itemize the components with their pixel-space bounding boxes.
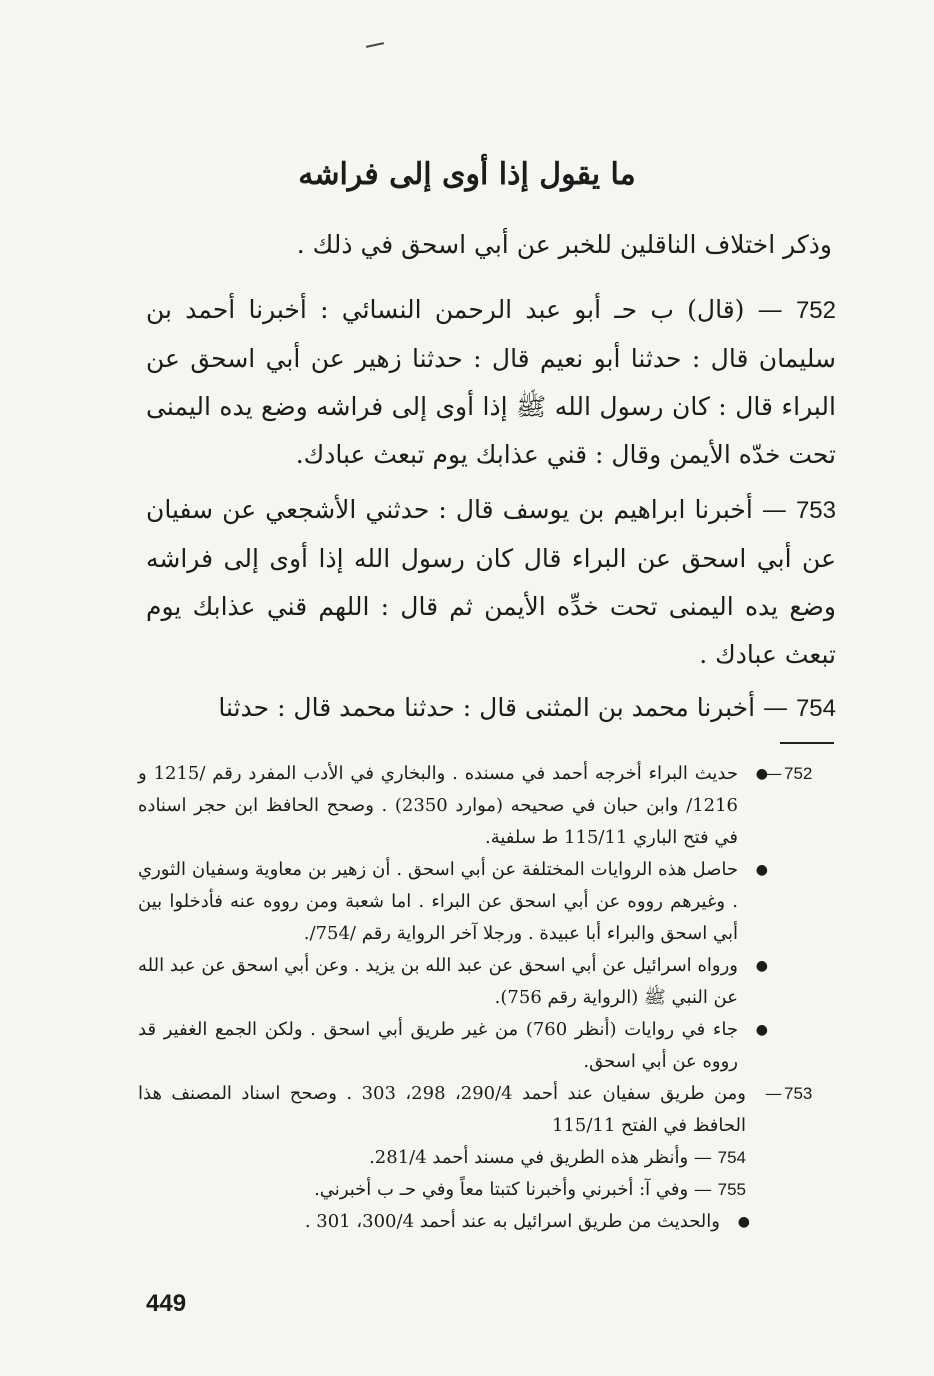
page-number: 449 bbox=[146, 1290, 187, 1317]
bullet-icon: ● bbox=[755, 862, 768, 878]
footnote-754 bbox=[138, 1142, 838, 1174]
footnote-dash: — bbox=[693, 1147, 712, 1168]
footnote-note bbox=[138, 854, 768, 950]
hadith-752 bbox=[146, 286, 836, 479]
hadith-number: 753 bbox=[795, 497, 836, 524]
hadith-text: أخبرنا ابراهيم بن يوسف قال : حدثني الأشجعي عن سفيان عن أبي اسحق عن البراء قال كان رسول الله إذا أوى إلى فراشه وضع يده اليمنى تحت خدِّه الأيمن ثم قال : اللهم قني عذابك يوم تبعث عبادك . bbox=[146, 495, 836, 669]
footnote-number: 753 bbox=[784, 1084, 813, 1103]
hadith-number: 754 bbox=[795, 695, 836, 722]
bullet-icon: ● bbox=[755, 1022, 768, 1038]
hadith-text: (قال) ب حـ أبو عبد الرحمن النسائي : أخبرنا أحمد بن سليمان قال : حدثنا أبو نعيم قال : حدثنا زهير عن أبي اسحق عن البراء قال : كان رسول الله ﷺ إذا أوى إلى فراشه وضع يده اليمنى تحت خدّه الأيمن وقال : قني عذابك يوم تبعث عبادك. bbox=[146, 295, 836, 469]
footnote-dash: — bbox=[765, 1084, 782, 1104]
footnote-text: والحديث من طريق اسرائيل به عند أحمد 300/4، 301 . bbox=[304, 1211, 720, 1232]
footnote-dash: — bbox=[693, 1179, 712, 1200]
footnote-text: ومن طريق سفيان عند أحمد 290/4، 298، 303 . وصحح اسناد المصنف هذا الحافظ في الفتح 115/11 bbox=[138, 1083, 746, 1136]
footnotes bbox=[138, 758, 838, 1238]
footnote-note bbox=[138, 758, 768, 854]
footnote-752 bbox=[138, 758, 838, 1078]
footnote-number: 752 bbox=[784, 764, 813, 783]
footnote-number: 755 bbox=[717, 1180, 746, 1199]
hadith-dash: — bbox=[761, 495, 787, 524]
bullet-icon: ● bbox=[755, 958, 768, 974]
footnote-line bbox=[138, 1174, 746, 1206]
ink-mark bbox=[366, 42, 384, 48]
footnote-text: جاء في روايات (أنظر 760) من غير طريق أبي اسحق . ولكن الجمع الغفير قد رووه عن أبي اسحق. bbox=[138, 1019, 738, 1072]
footnote-number: 754 bbox=[717, 1148, 746, 1167]
hadith-dash: — bbox=[763, 693, 788, 722]
footnote-note bbox=[138, 950, 768, 1014]
bullet-icon: ● bbox=[755, 766, 768, 782]
hadith-text: أخبرنا محمد بن المثنى قال : حدثنا محمد قال : حدثنا bbox=[218, 693, 756, 722]
footnote-line bbox=[138, 1142, 746, 1174]
footnote-separator bbox=[780, 742, 834, 744]
chapter-subtitle: وذكر اختلاف الناقلين للخبر عن أبي اسحق في ذلك . bbox=[296, 230, 832, 259]
hadith-dash: — bbox=[757, 295, 783, 324]
footnote-755 bbox=[138, 1174, 838, 1238]
footnote-text: وأنظر هذه الطريق في مسند أحمد 281/4. bbox=[369, 1147, 689, 1168]
footnote-text: وفي آ: أخبرني وأخبرنا كتبتا معاً وفي حـ ب أخبرني. bbox=[314, 1179, 689, 1200]
hadith-754 bbox=[146, 684, 836, 733]
bullet-icon: ● bbox=[737, 1214, 750, 1230]
hadith-number: 752 bbox=[795, 297, 836, 324]
footnote-text: ورواه اسرائيل عن أبي اسحق عن عبد الله بن يزيد . وعن أبي اسحق عن عبد الله عن النبي ﷺ (الرواية رقم 756). bbox=[138, 955, 738, 1008]
footnote-text: حديث البراء أخرجه أحمد في مسنده . والبخاري في الأدب المفرد رقم /1215 و 1216/ وابن حبان في صحيحه (موارد 2350) . وصحح الحافظ ابن حجر اسناده في فتح الباري 115/11 ط سلفية. bbox=[138, 763, 738, 848]
footnote-text: حاصل هذه الروايات المختلفة عن أبي اسحق . أن زهير بن معاوية وسفيان الثوري . وغيرهم رووه عن أبي اسحق عن البراء . اما شعبة ومن رووه عنه فأدخلوا بين أبي اسحق والبراء أبا عبيدة . ورجلا آخر الرواية رقم /754/. bbox=[138, 859, 738, 944]
footnote-note bbox=[138, 1206, 750, 1238]
footnote-note bbox=[138, 1014, 768, 1078]
chapter-title: ما يقول إذا أوى إلى فراشه bbox=[298, 157, 636, 192]
hadith-753 bbox=[146, 486, 836, 679]
footnote-dash: — bbox=[765, 764, 782, 784]
footnote-753 bbox=[138, 1078, 838, 1142]
